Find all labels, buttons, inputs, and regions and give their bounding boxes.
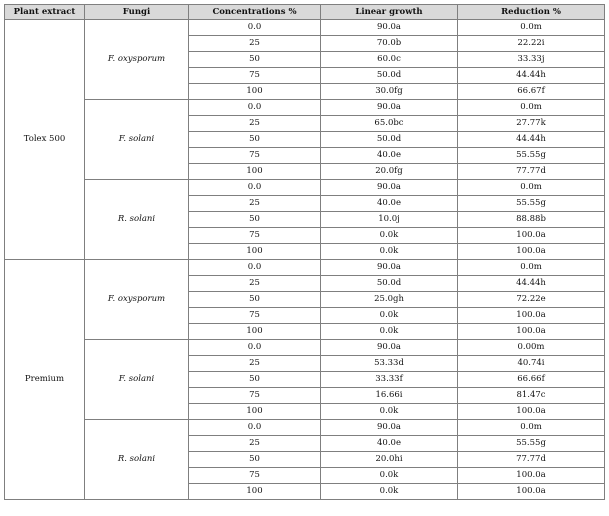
concentration-cell: 50 — [189, 212, 321, 228]
fungus-cell: F. solani — [85, 340, 189, 420]
reduction-cell: 0.0m — [458, 260, 605, 276]
linear-growth-cell: 20.0fg — [321, 164, 458, 180]
reduction-cell: 81.47c — [458, 388, 605, 404]
reduction-cell: 22.22i — [458, 36, 605, 52]
linear-growth-cell: 16.66i — [321, 388, 458, 404]
linear-growth-cell: 50.0d — [321, 276, 458, 292]
fungus-cell: R. solani — [85, 180, 189, 260]
reduction-cell: 55.55g — [458, 196, 605, 212]
header-plant-extract: Plant extract — [5, 5, 85, 20]
concentration-cell: 50 — [189, 132, 321, 148]
fungus-cell: R. solani — [85, 420, 189, 500]
reduction-cell: 44.44h — [458, 132, 605, 148]
header-reduction: Reduction % — [458, 5, 605, 20]
concentration-cell: 0.0 — [189, 180, 321, 196]
table-row — [5, 180, 605, 196]
table-body — [5, 20, 605, 500]
table-row — [5, 420, 605, 436]
reduction-cell: 0.0m — [458, 420, 605, 436]
concentration-cell: 75 — [189, 308, 321, 324]
concentration-cell: 0.0 — [189, 100, 321, 116]
reduction-cell: 72.22e — [458, 292, 605, 308]
concentration-cell: 100 — [189, 164, 321, 180]
linear-growth-cell: 60.0c — [321, 52, 458, 68]
results-table — [4, 4, 605, 500]
table-row — [5, 260, 605, 276]
linear-growth-cell: 90.0a — [321, 20, 458, 36]
reduction-cell: 100.0a — [458, 484, 605, 500]
reduction-cell: 77.77d — [458, 164, 605, 180]
reduction-cell: 100.0a — [458, 404, 605, 420]
concentration-cell: 100 — [189, 84, 321, 100]
concentration-cell: 50 — [189, 52, 321, 68]
reduction-cell: 100.0a — [458, 324, 605, 340]
linear-growth-cell: 90.0a — [321, 340, 458, 356]
plant-extract-cell: Premium — [5, 260, 85, 500]
concentration-cell: 100 — [189, 404, 321, 420]
linear-growth-cell: 53.33d — [321, 356, 458, 372]
linear-growth-cell: 0.0k — [321, 404, 458, 420]
concentration-cell: 75 — [189, 388, 321, 404]
linear-growth-cell: 40.0e — [321, 148, 458, 164]
linear-growth-cell: 0.0k — [321, 308, 458, 324]
concentration-cell: 0.0 — [189, 340, 321, 356]
linear-growth-cell: 25.0gh — [321, 292, 458, 308]
linear-growth-cell: 0.0k — [321, 324, 458, 340]
concentration-cell: 75 — [189, 148, 321, 164]
linear-growth-cell: 0.0k — [321, 228, 458, 244]
reduction-cell: 66.67f — [458, 84, 605, 100]
reduction-cell: 0.0m — [458, 180, 605, 196]
linear-growth-cell: 33.33f — [321, 372, 458, 388]
concentration-cell: 0.0 — [189, 20, 321, 36]
concentration-cell: 50 — [189, 292, 321, 308]
linear-growth-cell: 50.0d — [321, 132, 458, 148]
fungus-cell: F. oxysporum — [85, 260, 189, 340]
reduction-cell: 0.0m — [458, 20, 605, 36]
reduction-cell: 33.33j — [458, 52, 605, 68]
reduction-cell: 55.55g — [458, 436, 605, 452]
reduction-cell: 44.44h — [458, 276, 605, 292]
linear-growth-cell: 0.0k — [321, 244, 458, 260]
reduction-cell: 40.74i — [458, 356, 605, 372]
linear-growth-cell: 70.0b — [321, 36, 458, 52]
linear-growth-cell: 50.0d — [321, 68, 458, 84]
header-concentrations: Concentrations % — [189, 5, 321, 20]
linear-growth-cell: 90.0a — [321, 420, 458, 436]
concentration-cell: 25 — [189, 116, 321, 132]
reduction-cell: 100.0a — [458, 468, 605, 484]
reduction-cell: 44.44h — [458, 68, 605, 84]
reduction-cell: 0.0m — [458, 100, 605, 116]
linear-growth-cell: 40.0e — [321, 436, 458, 452]
reduction-cell: 100.0a — [458, 308, 605, 324]
concentration-cell: 25 — [189, 36, 321, 52]
concentration-cell: 100 — [189, 244, 321, 260]
linear-growth-cell: 65.0bc — [321, 116, 458, 132]
table-row — [5, 20, 605, 36]
reduction-cell: 88.88b — [458, 212, 605, 228]
concentration-cell: 25 — [189, 356, 321, 372]
reduction-cell: 100.0a — [458, 244, 605, 260]
reduction-cell: 100.0a — [458, 228, 605, 244]
linear-growth-cell: 30.0fg — [321, 84, 458, 100]
linear-growth-cell: 10.0j — [321, 212, 458, 228]
concentration-cell: 0.0 — [189, 260, 321, 276]
linear-growth-cell: 90.0a — [321, 100, 458, 116]
concentration-cell: 25 — [189, 436, 321, 452]
linear-growth-cell: 0.0k — [321, 484, 458, 500]
concentration-cell: 100 — [189, 484, 321, 500]
concentration-cell: 75 — [189, 468, 321, 484]
concentration-cell: 75 — [189, 68, 321, 84]
reduction-cell: 66.66f — [458, 372, 605, 388]
linear-growth-cell: 0.0k — [321, 468, 458, 484]
fungus-cell: F. oxysporum — [85, 20, 189, 100]
concentration-cell: 75 — [189, 228, 321, 244]
plant-extract-cell: Tolex 500 — [5, 20, 85, 260]
table-row — [5, 340, 605, 356]
concentration-cell: 0.0 — [189, 420, 321, 436]
reduction-cell: 55.55g — [458, 148, 605, 164]
reduction-cell: 0.00m — [458, 340, 605, 356]
concentration-cell: 100 — [189, 324, 321, 340]
reduction-cell: 27.77k — [458, 116, 605, 132]
fungus-cell: F. solani — [85, 100, 189, 180]
header-row — [5, 5, 605, 20]
linear-growth-cell: 20.0hi — [321, 452, 458, 468]
table-row — [5, 100, 605, 116]
header-linear-growth: Linear growth — [321, 5, 458, 20]
reduction-cell: 77.77d — [458, 452, 605, 468]
linear-growth-cell: 90.0a — [321, 180, 458, 196]
linear-growth-cell: 90.0a — [321, 260, 458, 276]
concentration-cell: 25 — [189, 276, 321, 292]
concentration-cell: 25 — [189, 196, 321, 212]
concentration-cell: 50 — [189, 452, 321, 468]
header-fungi: Fungi — [85, 5, 189, 20]
concentration-cell: 50 — [189, 372, 321, 388]
linear-growth-cell: 40.0e — [321, 196, 458, 212]
